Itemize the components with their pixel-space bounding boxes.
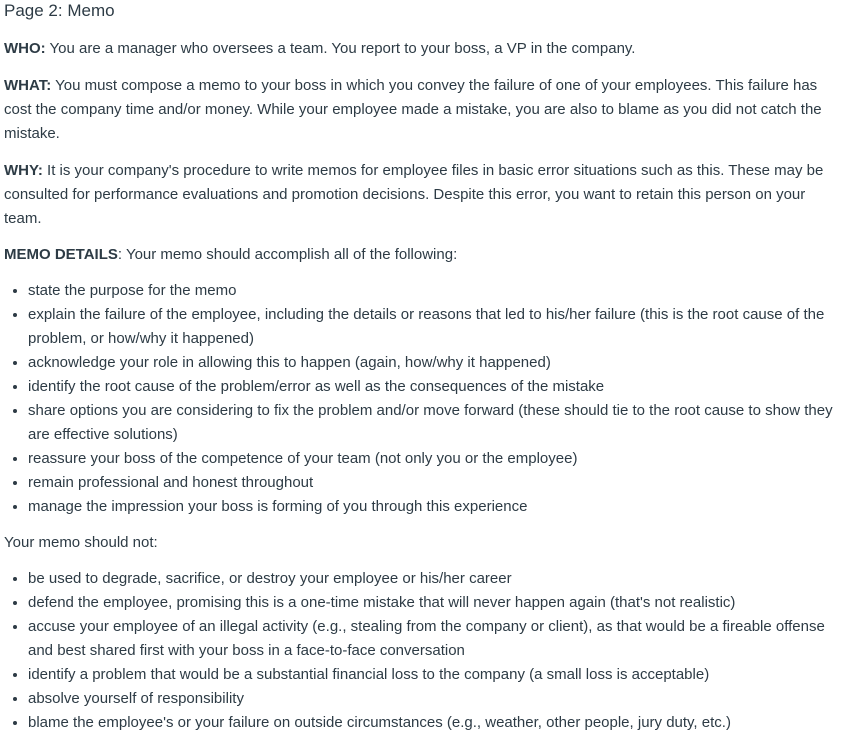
memo-details-text: : Your memo should accomplish all of the following:: [117, 246, 458, 263]
list-item: identify the root cause of the problem/error as well as the consequences of the mistake: [28, 375, 846, 399]
what-text: You must compose a memo to your boss in which you convey the failure of one of your employees. This failure has cost the company time and/or money. While your employee made a mistake, you are also to blame as you did not catch the mistake.: [4, 77, 822, 142]
list-item: blame the employee's or your failure on outside circumstances (e.g., weather, other people, jury duty, etc.): [28, 711, 846, 735]
who-label: WHO:: [4, 40, 46, 57]
memo-details-label: MEMO DETAILS: [4, 246, 118, 263]
should-not-intro: Your memo should not:: [4, 534, 158, 551]
should-not-list: [4, 567, 846, 735]
list-item: manage the impression your boss is forming of you through this experience: [28, 495, 846, 519]
what-label: WHAT:: [4, 77, 52, 94]
list-item: be used to degrade, sacrifice, or destroy your employee or his/her career: [28, 567, 846, 591]
list-item: accuse your employee of an illegal activity (e.g., stealing from the company or client), as that would be a fireable offense and best shared first with your boss in a face-to-face conversation: [28, 615, 846, 663]
what-paragraph: [4, 74, 846, 146]
list-item: defend the employee, promising this is a one-time mistake that will never happen again (that's not realistic): [28, 591, 846, 615]
list-item: identify a problem that would be a substantial financial loss to the company (a small loss is acceptable): [28, 663, 846, 687]
why-paragraph: [4, 159, 846, 231]
list-item: remain professional and honest throughout: [28, 471, 846, 495]
who-text: You are a manager who oversees a team. You report to your boss, a VP in the company.: [45, 40, 636, 57]
memo-details-paragraph: [4, 243, 846, 267]
page-title: Page 2: Memo: [4, 1, 115, 20]
list-item: acknowledge your role in allowing this to happen (again, how/why it happened): [28, 351, 846, 375]
list-item: share options you are considering to fix the problem and/or move forward (these should tie to the root cause to show they are effective solutions): [28, 399, 846, 447]
list-item: state the purpose for the memo: [28, 279, 846, 303]
who-paragraph: [4, 37, 846, 61]
why-text: It is your company's procedure to write memos for employee files in basic error situations such as this. These may be consulted for performance evaluations and promotion decisions. Despite this error, you want to retain this person on your team.: [4, 162, 824, 227]
should-list: [4, 279, 846, 519]
list-item: explain the failure of the employee, including the details or reasons that led to his/her failure (this is the root cause of the problem, or how/why it happened): [28, 303, 846, 351]
list-item: absolve yourself of responsibility: [28, 687, 846, 711]
why-label: WHY:: [4, 162, 43, 179]
list-item: reassure your boss of the competence of your team (not only you or the employee): [28, 447, 846, 471]
